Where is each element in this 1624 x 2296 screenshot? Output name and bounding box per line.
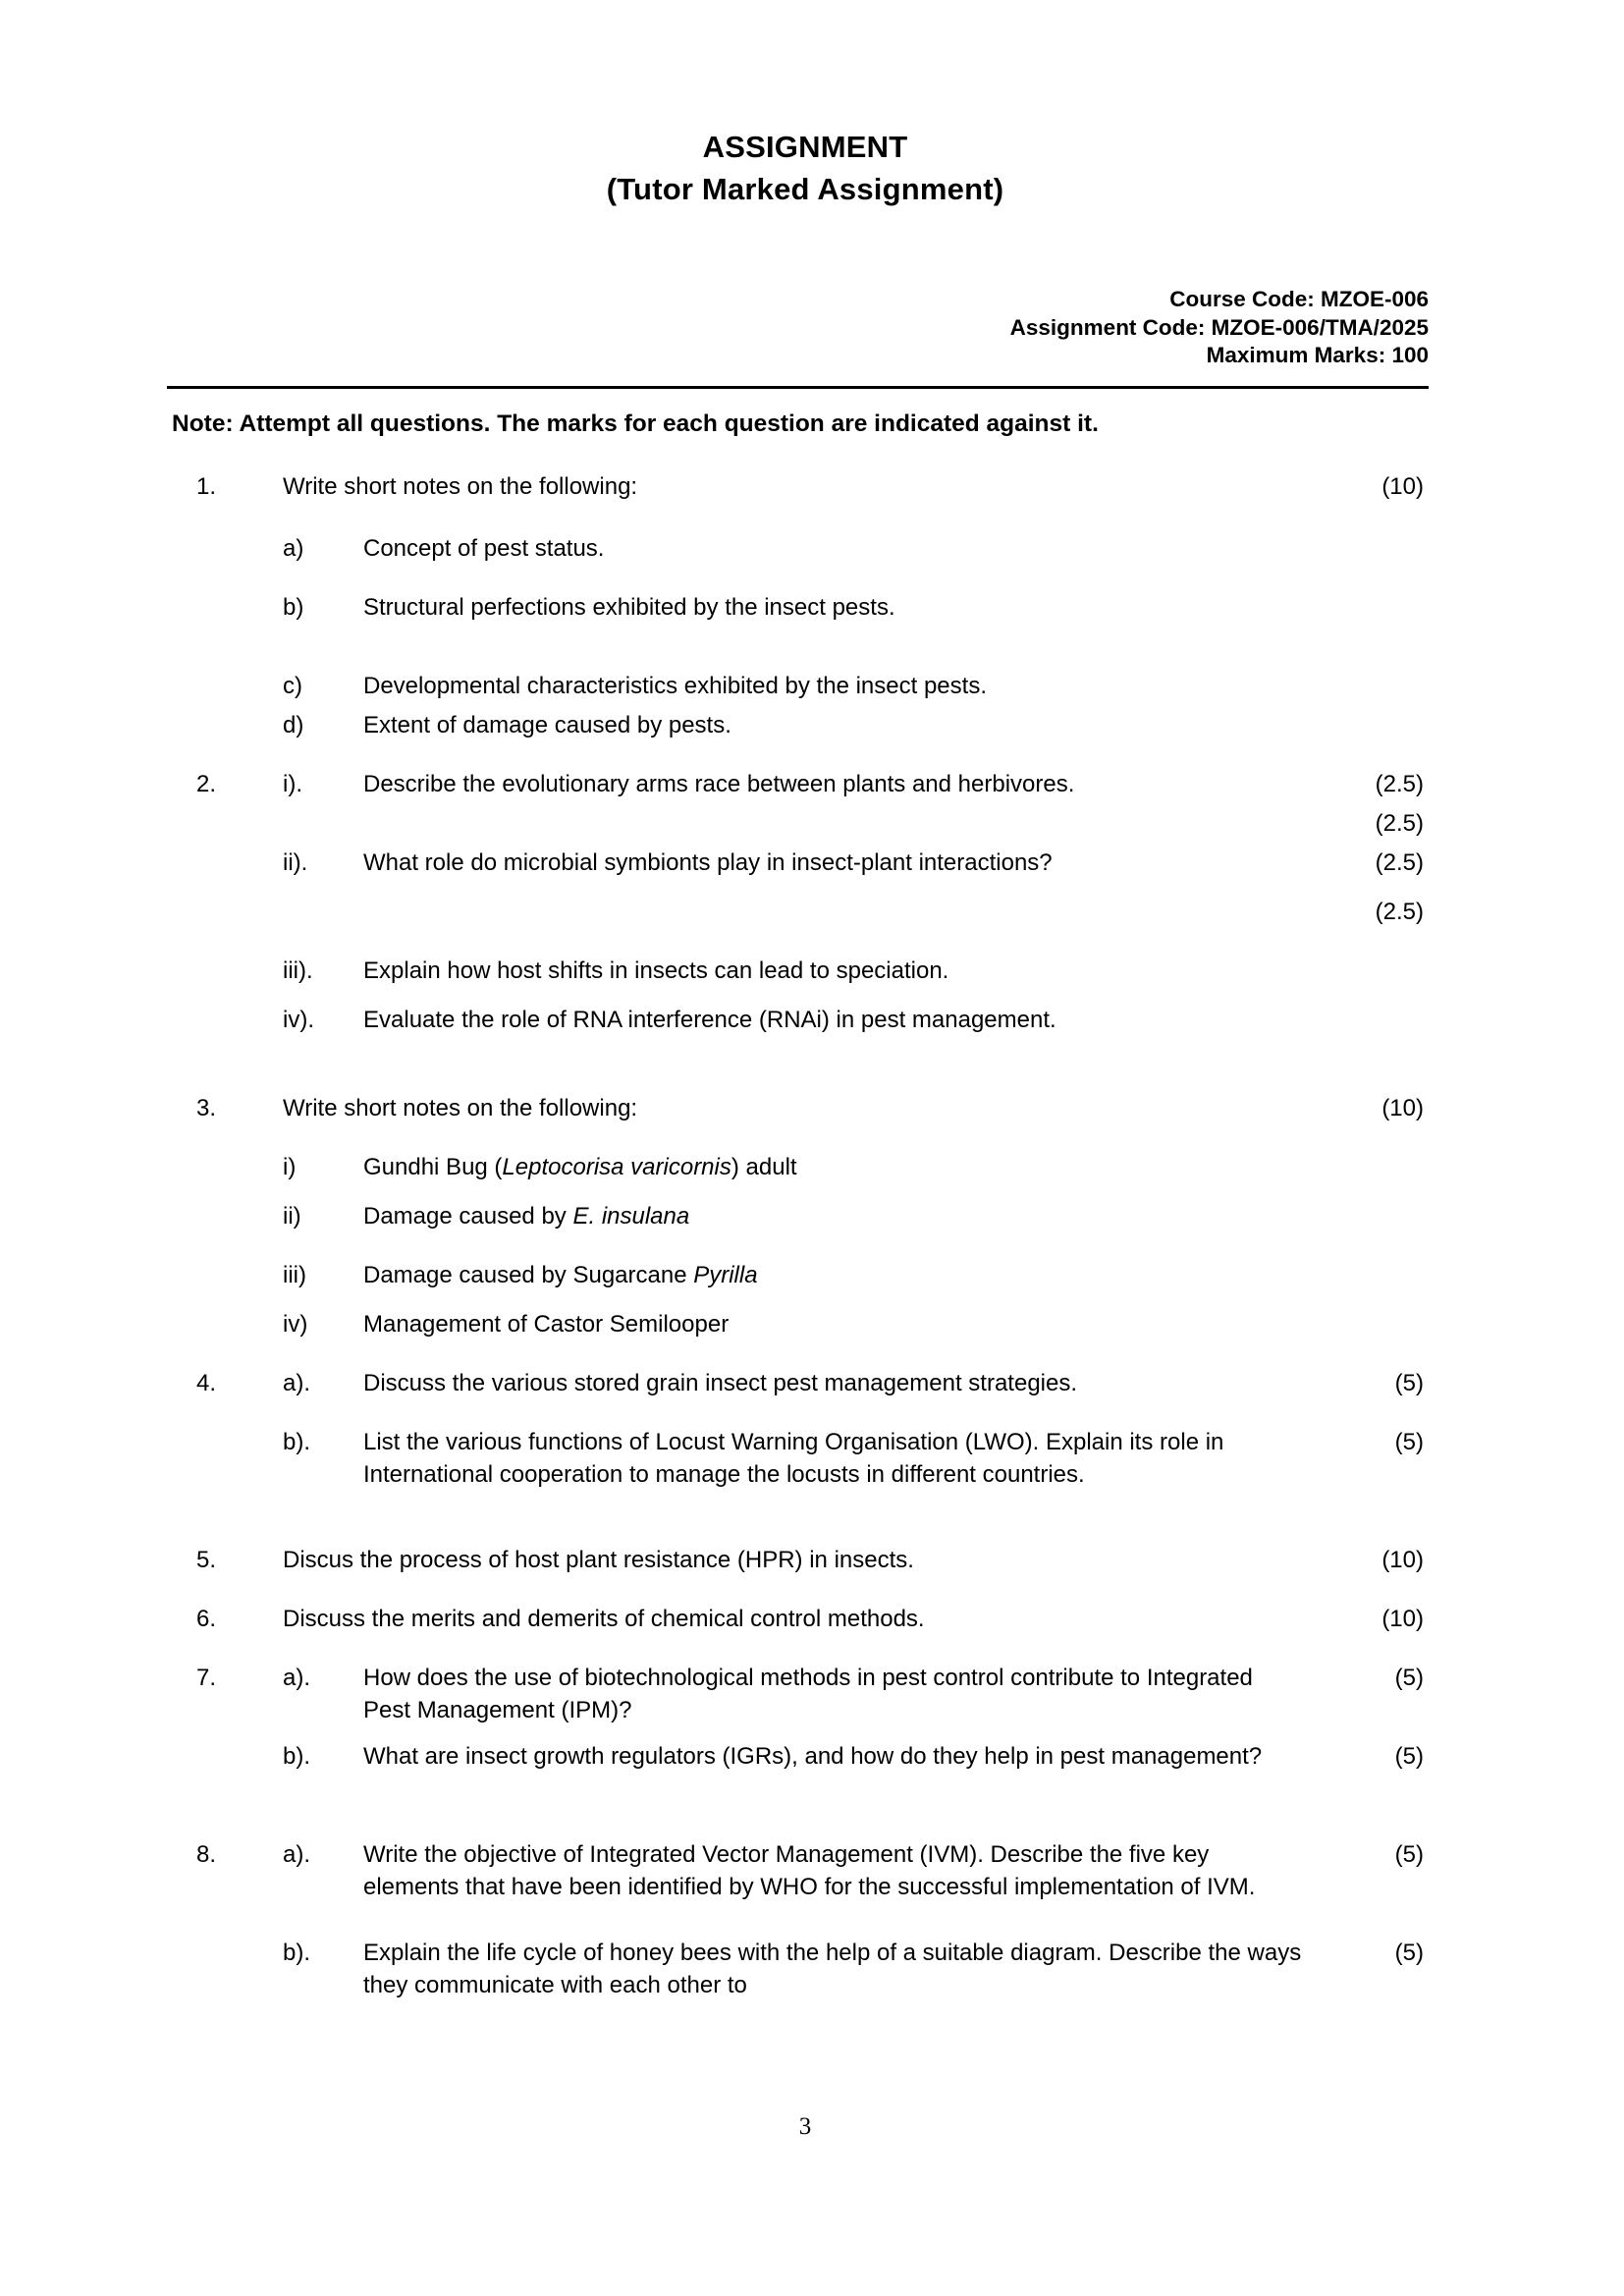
- scientific-name: E. insulana: [572, 1203, 690, 1230]
- question-sub-label: b): [283, 594, 304, 621]
- question-text: Write the objective of Integrated Vector Management (IVM). Describe the five key elements that have been identified by WHO for the successful implementation of IVM.: [363, 1841, 1256, 1900]
- question-marks: (5): [1394, 1940, 1424, 1966]
- question-text: Management of Castor Semilooper: [363, 1311, 730, 1338]
- title-line-tutor-marked: (Tutor Marked Assignment): [606, 172, 1004, 206]
- question-marks: (10): [1381, 1606, 1424, 1632]
- question-marks: (2.5): [1375, 899, 1424, 925]
- question-sub-label: a): [283, 535, 304, 562]
- question-sub-label: c): [283, 673, 302, 699]
- question-sub-label: a).: [283, 1370, 311, 1396]
- question-text: Explain the life cycle of honey bees with the help of a suitable diagram. Describe the ways they communicate with each other to: [363, 1940, 1302, 1998]
- question-text: Damage caused by E. insulana: [363, 1203, 690, 1230]
- question-marks: (10): [1381, 1095, 1424, 1121]
- question-text: Developmental characteristics exhibited by the insect pests.: [363, 673, 987, 699]
- maximum-marks: Maximum Marks: 100: [1206, 343, 1429, 367]
- question-marks: (5): [1394, 1429, 1424, 1455]
- question-marks: (2.5): [1375, 810, 1424, 837]
- question-number: 2.: [196, 771, 217, 797]
- question-marks: (5): [1394, 1370, 1424, 1396]
- question-text: Discuss the various stored grain insect pest management strategies.: [363, 1370, 1078, 1396]
- question-text: Discus the process of host plant resistance (HPR) in insects.: [283, 1547, 914, 1573]
- question-sub-label: a).: [283, 1665, 311, 1691]
- question-sub-label: a).: [283, 1841, 311, 1868]
- scientific-name: Leptocorisa varicornis: [502, 1154, 731, 1180]
- question-marks: (5): [1394, 1665, 1424, 1691]
- question-text: What are insect growth regulators (IGRs), and how do they help in pest management?: [363, 1743, 1263, 1770]
- question-sub-label: iv).: [283, 1007, 314, 1033]
- question-text: Discuss the merits and demerits of chemical control methods.: [283, 1606, 925, 1632]
- question-text: List the various functions of Locust Warning Organisation (LWO). Explain its role in International cooperation to manage the locusts in different countries.: [363, 1429, 1224, 1488]
- question-text: How does the use of biotechnological methods in pest control contribute to Integrated Pest Management (IPM)?: [363, 1665, 1253, 1723]
- question-marks: (2.5): [1375, 849, 1424, 876]
- question-number: 4.: [196, 1370, 217, 1396]
- question-text: Structural perfections exhibited by the insect pests.: [363, 594, 895, 621]
- question-sub-label: iii).: [283, 957, 313, 984]
- question-number: 8.: [196, 1841, 217, 1868]
- question-text: Extent of damage caused by pests.: [363, 712, 731, 738]
- question-number: 7.: [196, 1665, 217, 1691]
- question-sub-label: i).: [283, 771, 302, 797]
- instructions-note: Note: Attempt all questions. The marks for each question are indicated against it.: [172, 410, 1099, 437]
- question-marks: (2.5): [1375, 771, 1424, 797]
- question-sub-label: d): [283, 712, 304, 738]
- question-number: 1.: [196, 473, 217, 500]
- question-text: Write short notes on the following:: [283, 473, 638, 500]
- question-marks: (10): [1381, 473, 1424, 500]
- question-text: Explain how host shifts in insects can lead to speciation.: [363, 957, 949, 984]
- question-marks: (10): [1381, 1547, 1424, 1573]
- question-text: Concept of pest status.: [363, 535, 605, 562]
- question-text: Damage caused by Sugarcane Pyrilla: [363, 1262, 758, 1288]
- page-title: [0, 126, 1610, 210]
- question-marks: (5): [1394, 1841, 1424, 1868]
- question-text: Describe the evolutionary arms race between plants and herbivores.: [363, 771, 1075, 797]
- question-number: 6.: [196, 1606, 217, 1632]
- question-sub-label: b).: [283, 1743, 311, 1770]
- title-line-assignment: ASSIGNMENT: [702, 130, 908, 164]
- question-sub-label: ii).: [283, 849, 308, 876]
- course-code: Course Code: MZOE-006: [1169, 287, 1429, 311]
- question-sub-label: i): [283, 1154, 297, 1180]
- question-text: Write short notes on the following:: [283, 1095, 638, 1121]
- question-text: Gundhi Bug (Leptocorisa varicornis) adult: [363, 1154, 797, 1180]
- header-divider: [167, 386, 1429, 389]
- question-text: What role do microbial symbionts play in insect-plant interactions?: [363, 849, 1053, 876]
- page-number: 3: [798, 2113, 812, 2140]
- question-sub-label: b).: [283, 1429, 311, 1455]
- assignment-code: Assignment Code: MZOE-006/TMA/2025: [1009, 314, 1429, 340]
- question-marks: (5): [1394, 1743, 1424, 1770]
- question-text: Evaluate the role of RNA interference (RNAi) in pest management.: [363, 1007, 1056, 1033]
- question-number: 3.: [196, 1095, 217, 1121]
- question-sub-label: iv): [283, 1311, 308, 1338]
- question-sub-label: ii): [283, 1203, 301, 1230]
- course-metadata-block: [1010, 286, 1429, 370]
- question-sub-label: iii): [283, 1262, 306, 1288]
- question-number: 5.: [196, 1547, 217, 1573]
- question-sub-label: b).: [283, 1940, 311, 1966]
- scientific-name: Pyrilla: [693, 1262, 758, 1288]
